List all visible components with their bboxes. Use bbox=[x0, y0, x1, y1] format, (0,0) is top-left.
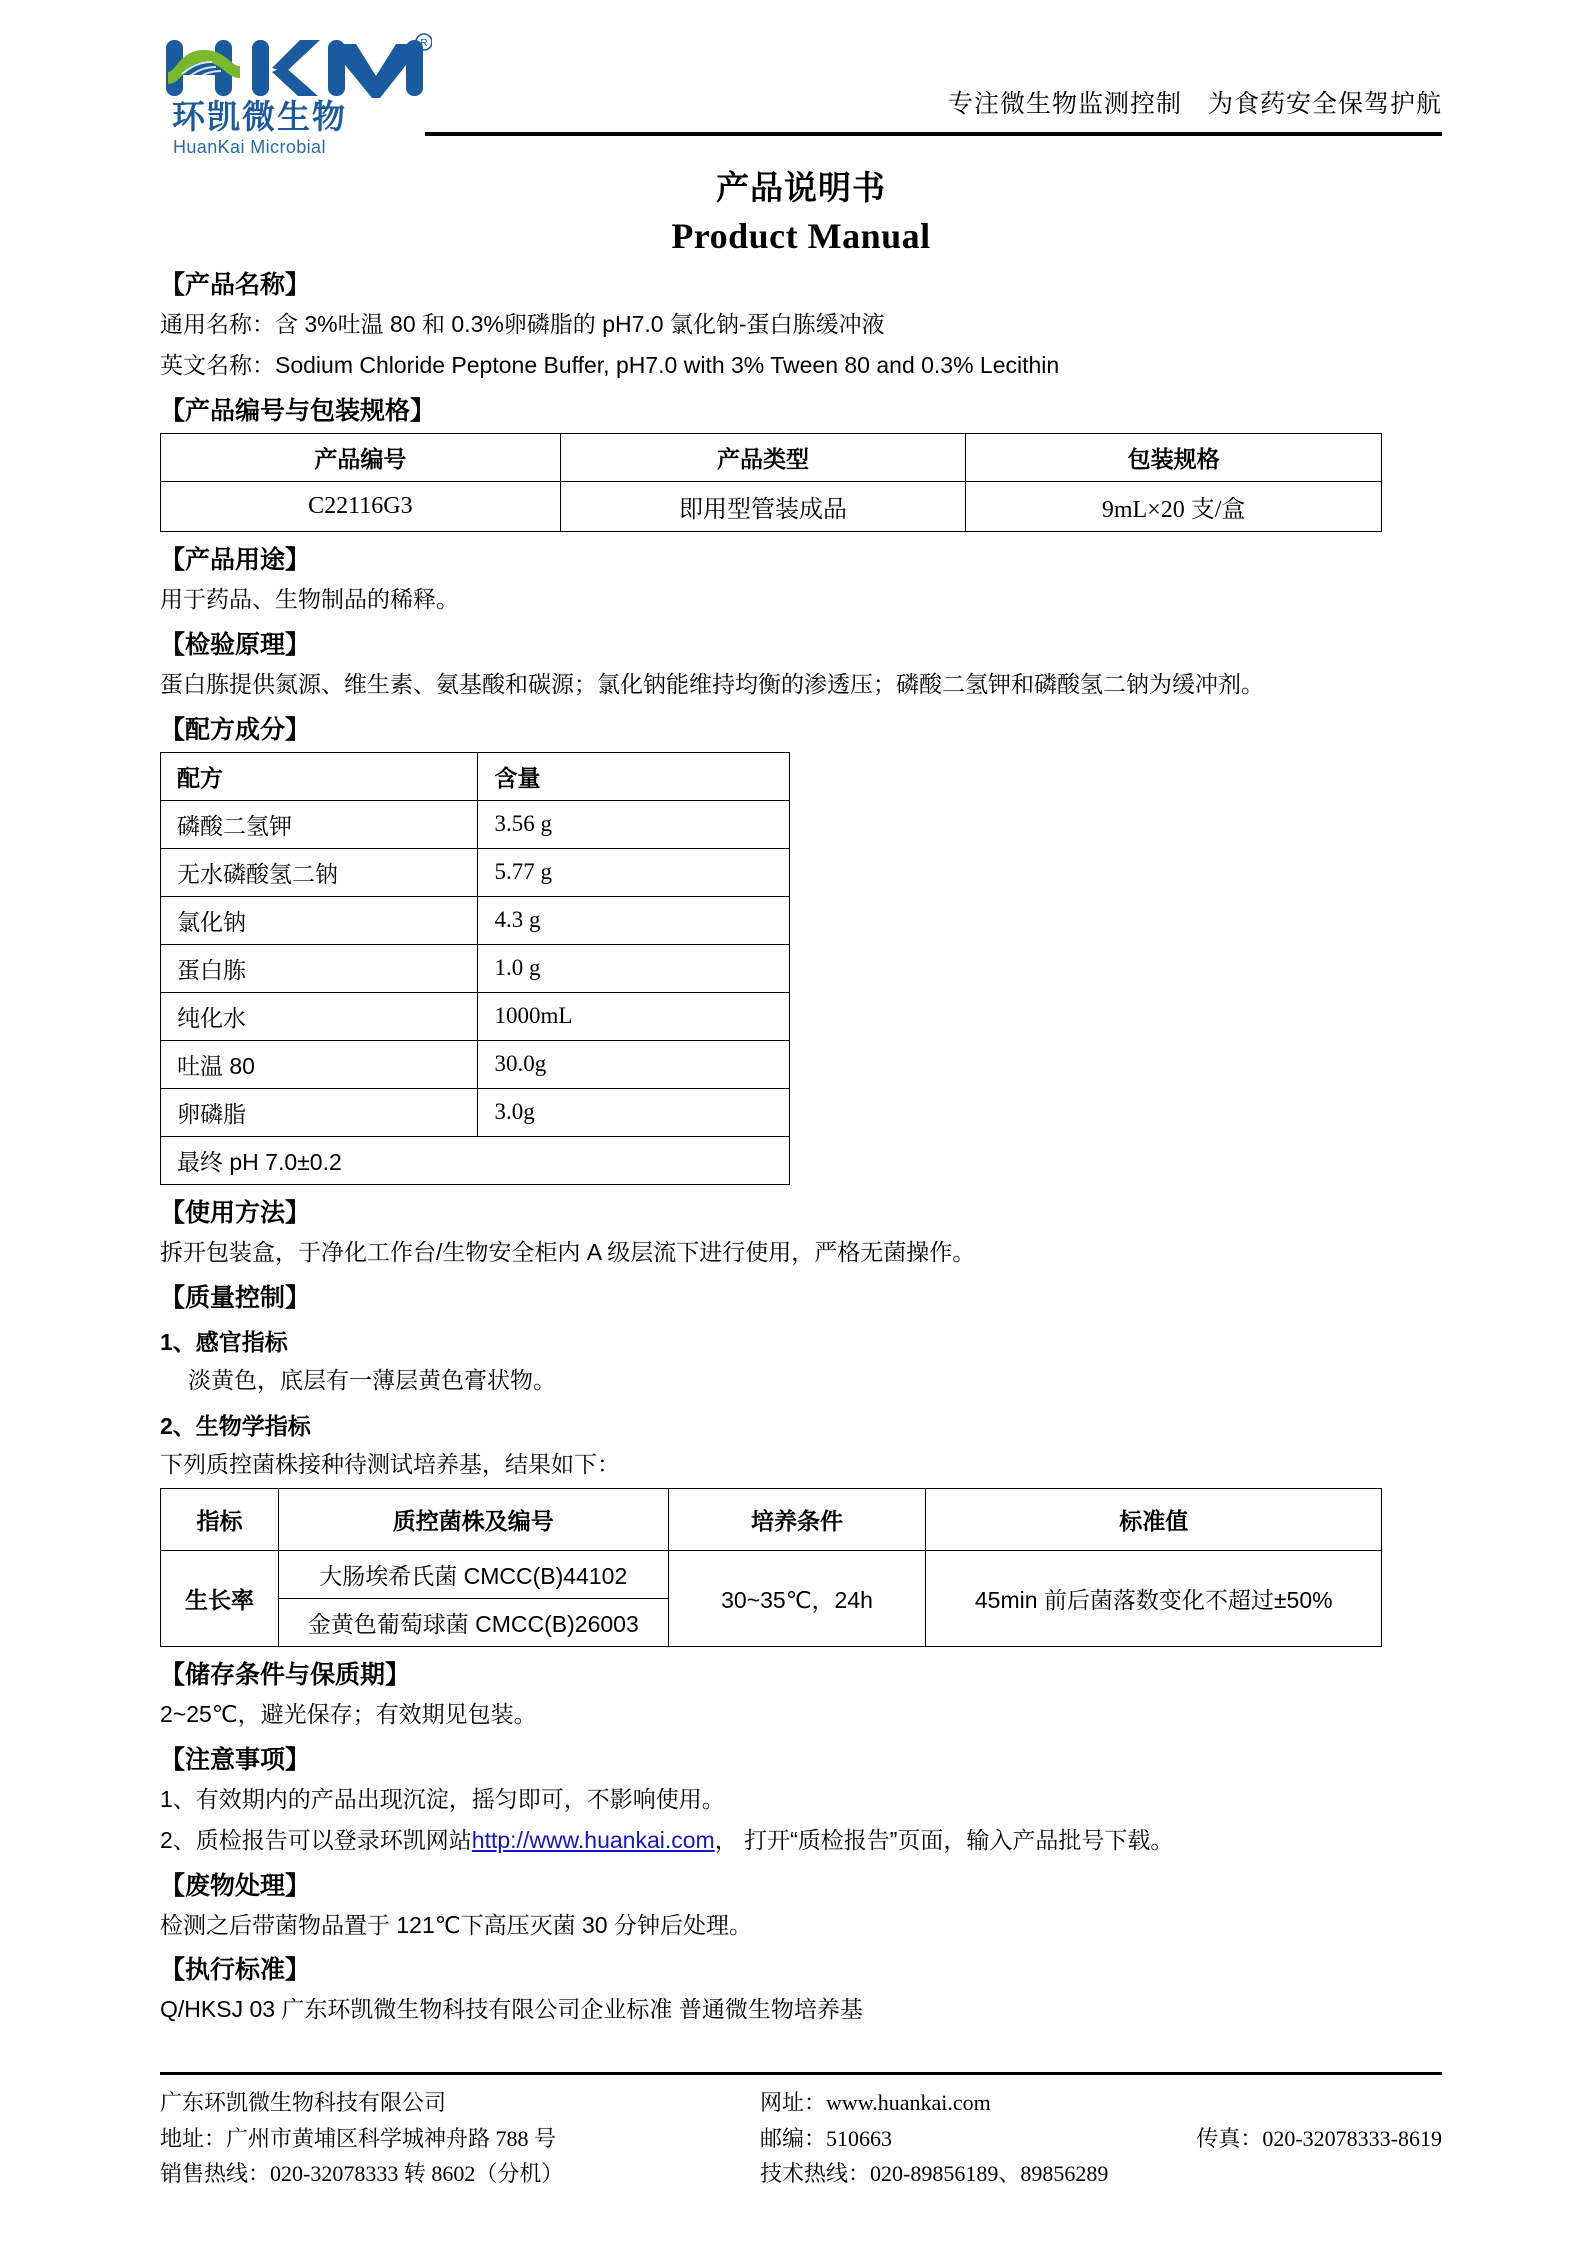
cell-ingredient-name: 纯化水 bbox=[161, 992, 478, 1040]
footer-fax: 传真：020-32078333-8619 bbox=[1196, 2125, 1442, 2151]
storage-text: 2~25℃，避光保存；有效期见包装。 bbox=[160, 1700, 537, 1727]
note-2-prefix: 2、质检报告可以登录环凯网站 bbox=[160, 1826, 472, 1853]
cell-product-type: 即用型管装成品 bbox=[560, 481, 966, 531]
section-heading-product-code: 【产品编号与包装规格】 bbox=[160, 396, 436, 425]
footer-divider bbox=[160, 2072, 1442, 2075]
table-row bbox=[161, 848, 790, 896]
huankai-website-link[interactable]: http://www.huankai.com bbox=[471, 1826, 715, 1853]
method-text: 拆开包装盒，于净化工作台/生物安全柜内 A 级层流下进行使用，严格无菌操作。 bbox=[160, 1238, 976, 1265]
footer-left-column bbox=[160, 2085, 760, 2192]
column-header-indicator: 指标 bbox=[161, 1488, 279, 1550]
table-row bbox=[161, 800, 790, 848]
table-header-row bbox=[161, 433, 1382, 481]
cell-culture-condition: 30~35℃，24h bbox=[668, 1550, 926, 1646]
generic-name-line bbox=[160, 307, 1442, 342]
cell-ingredient-amount: 1000mL bbox=[478, 992, 790, 1040]
section-heading-storage: 【储存条件与保质期】 bbox=[160, 1660, 411, 1689]
column-header-condition: 培养条件 bbox=[668, 1488, 926, 1550]
svg-text:R: R bbox=[420, 38, 428, 49]
table-row bbox=[161, 1550, 1382, 1598]
cell-indicator-growth-rate: 生长率 bbox=[161, 1550, 279, 1646]
cell-ingredient-name: 无水磷酸氢二钠 bbox=[161, 848, 478, 896]
cell-ingredient-name: 氯化钠 bbox=[161, 896, 478, 944]
usage-text: 用于药品、生物制品的稀释。 bbox=[160, 585, 459, 612]
column-header-code: 产品编号 bbox=[161, 433, 561, 481]
section-heading-quality-control: 【质量控制】 bbox=[160, 1283, 311, 1312]
logo-english-name: HuanKai Microbial bbox=[173, 137, 326, 157]
section-heading-method: 【使用方法】 bbox=[160, 1198, 311, 1227]
column-header-strain: 质控菌株及编号 bbox=[278, 1488, 668, 1550]
note-item-2 bbox=[160, 1823, 1442, 1858]
standard-text: Q/HKSJ 03 广东环凯微生物科技有限公司企业标准 普通微生物培养基 bbox=[160, 1996, 863, 2023]
table-row bbox=[161, 1040, 790, 1088]
page-title-chinese: 产品说明书 bbox=[716, 169, 886, 206]
cell-ingredient-amount: 5.77 g bbox=[478, 848, 790, 896]
waste-text: 检测之后带菌物品置于 121℃下高压灭菌 30 分钟后处理。 bbox=[160, 1911, 752, 1938]
footer-website: 网址：www.huankai.com bbox=[760, 2090, 991, 2115]
formula-table bbox=[160, 752, 790, 1185]
section-heading-principle: 【检验原理】 bbox=[160, 630, 311, 659]
note-item-1: 1、有效期内的产品出现沉淀，摇匀即可，不影响使用。 bbox=[160, 1785, 725, 1812]
english-name-line bbox=[160, 348, 1442, 383]
cell-ingredient-name: 卵磷脂 bbox=[161, 1088, 478, 1136]
principle-text: 蛋白胨提供氮源、维生素、氨基酸和碳源；氯化钠能维持均衡的渗透压；磷酸二氢钾和磷酸氢二钠为缓冲剂。 bbox=[160, 670, 1264, 697]
product-code-table bbox=[160, 433, 1382, 532]
table-row bbox=[161, 992, 790, 1040]
cell-product-code: C22116G3 bbox=[161, 481, 561, 531]
page-title-english: Product Manual bbox=[671, 216, 931, 256]
column-header-ingredient: 配方 bbox=[161, 752, 478, 800]
footer-tech-hotline: 技术热线：020-89856189、89856289 bbox=[760, 2161, 1109, 2187]
logo-chinese-name: 环凯微生物 bbox=[172, 98, 347, 135]
footer-right-column bbox=[760, 2085, 1442, 2192]
footer-address: 地址：广州市黄埔区科学城神舟路 788 号 bbox=[160, 2125, 557, 2151]
subheading-sensory: 1、感官指标 bbox=[160, 1328, 288, 1355]
table-header-row bbox=[161, 1488, 1382, 1550]
english-name-value: Sodium Chloride Peptone Buffer, pH7.0 with 3% Tween 80 and 0.3% Lecithin bbox=[275, 351, 1060, 378]
table-header-row bbox=[161, 752, 790, 800]
section-heading-usage: 【产品用途】 bbox=[160, 545, 311, 574]
header-divider bbox=[425, 132, 1442, 136]
table-row bbox=[161, 896, 790, 944]
cell-ingredient-name: 蛋白胨 bbox=[161, 944, 478, 992]
cell-ingredient-amount: 1.0 g bbox=[478, 944, 790, 992]
column-header-type: 产品类型 bbox=[560, 433, 966, 481]
footer-postcode: 邮编：510663 bbox=[760, 2125, 893, 2151]
footer-contact-block bbox=[160, 2085, 1442, 2192]
page-header bbox=[160, 28, 1442, 157]
sensory-text: 淡黄色，底层有一薄层黄色膏状物。 bbox=[188, 1366, 556, 1393]
cell-ingredient-amount: 4.3 g bbox=[478, 896, 790, 944]
section-heading-waste: 【废物处理】 bbox=[160, 1871, 311, 1900]
cell-ingredient-amount: 30.0g bbox=[478, 1040, 790, 1088]
column-header-amount: 含量 bbox=[478, 752, 790, 800]
table-row bbox=[161, 1088, 790, 1136]
english-name-label: 英文名称： bbox=[160, 351, 275, 378]
quality-control-table bbox=[160, 1488, 1382, 1647]
cell-ingredient-name: 磷酸二氢钾 bbox=[161, 800, 478, 848]
note-2-suffix: ， 打开“质检报告”页面，输入产品批号下载。 bbox=[714, 1826, 1174, 1853]
table-row bbox=[161, 481, 1382, 531]
cell-ingredient-amount: 3.56 g bbox=[478, 800, 790, 848]
section-heading-product-name: 【产品名称】 bbox=[160, 271, 311, 299]
cell-final-ph: 最终 pH 7.0±0.2 bbox=[161, 1136, 790, 1184]
section-heading-formula: 【配方成分】 bbox=[160, 715, 311, 744]
hkm-logo-icon bbox=[160, 32, 432, 104]
generic-name-value: 含 3%吐温 80 和 0.3%卵磷脂的 pH7.0 氯化钠-蛋白胨缓冲液 bbox=[275, 311, 885, 337]
table-row bbox=[161, 944, 790, 992]
page-footer bbox=[160, 2072, 1442, 2192]
footer-company-name: 广东环凯微生物科技有限公司 bbox=[160, 2090, 447, 2115]
section-heading-standard: 【执行标准】 bbox=[160, 1956, 311, 1985]
footer-sales-hotline: 销售热线：020-32078333 转 8602（分机） bbox=[160, 2161, 564, 2187]
cell-strain-staph: 金黄色葡萄球菌 CMCC(B)26003 bbox=[278, 1598, 668, 1646]
cell-ingredient-amount: 3.0g bbox=[478, 1088, 790, 1136]
cell-strain-ecoli: 大肠埃希氏菌 CMCC(B)44102 bbox=[278, 1550, 668, 1598]
cell-standard-value: 45min 前后菌落数变化不超过±50% bbox=[926, 1550, 1382, 1646]
cell-ingredient-name: 吐温 80 bbox=[161, 1040, 478, 1088]
column-header-standard: 标准值 bbox=[926, 1488, 1382, 1550]
company-tagline: 专注微生物监测控制 为食药安全保驾护航 bbox=[947, 90, 1442, 118]
company-logo bbox=[160, 32, 450, 156]
biological-lead-text: 下列质控菌株接种待测试培养基，结果如下： bbox=[160, 1450, 620, 1477]
column-header-spec: 包装规格 bbox=[966, 433, 1382, 481]
subheading-biological: 2、生物学指标 bbox=[160, 1412, 311, 1439]
table-row-ph bbox=[161, 1136, 790, 1184]
section-heading-notes: 【注意事项】 bbox=[160, 1745, 311, 1774]
generic-name-label: 通用名称： bbox=[160, 311, 275, 337]
cell-package-spec: 9mL×20 支/盒 bbox=[966, 481, 1382, 531]
